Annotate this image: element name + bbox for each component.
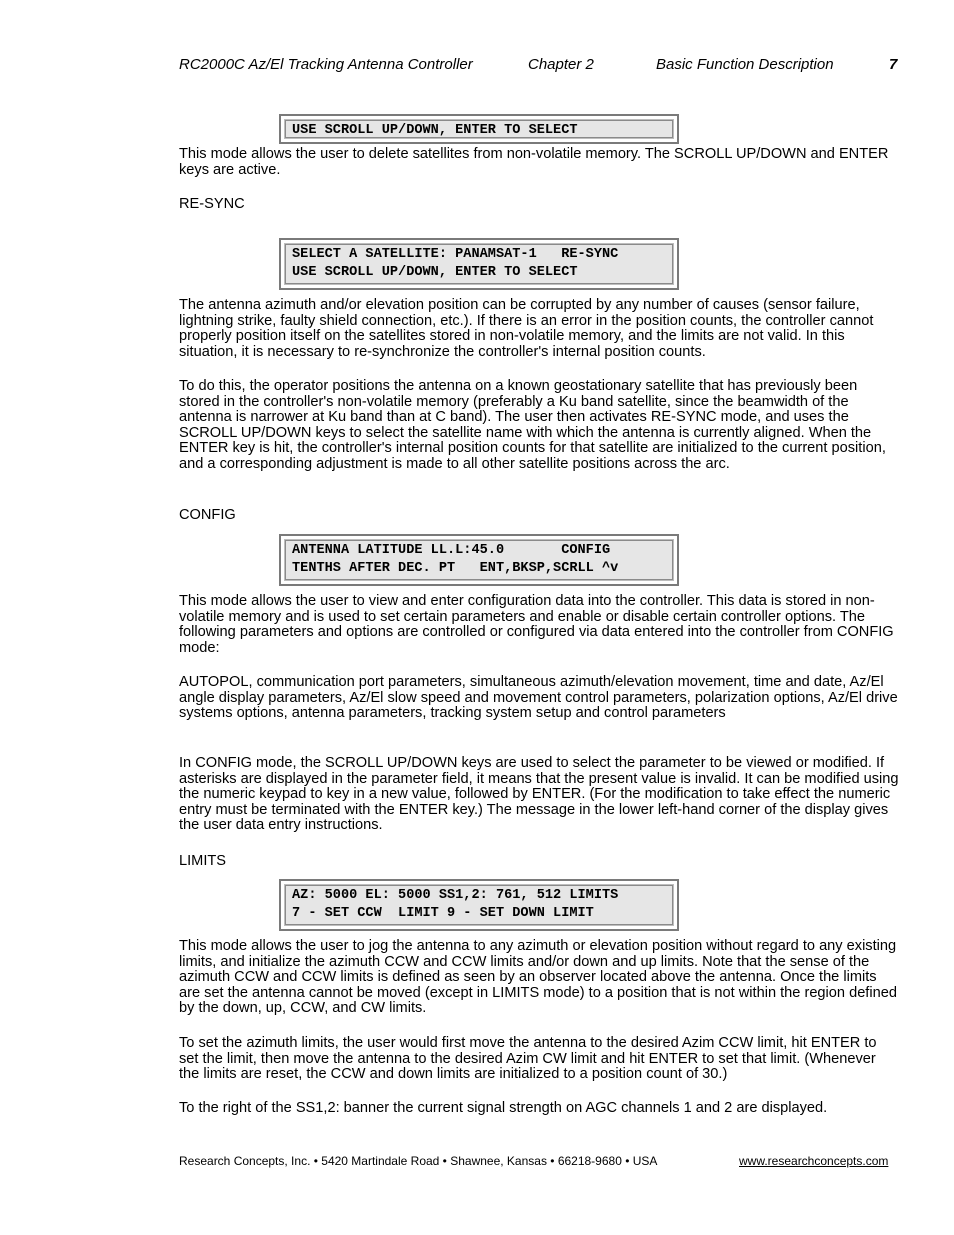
paragraph-limits-3: To the right of the SS1,2: banner the current signal strength on AGC channels 1 and 2 are displayed. xyxy=(179,1100,828,1116)
website-link[interactable]: www.researchconcepts.com xyxy=(739,1154,889,1168)
lcd-display-limits xyxy=(279,879,679,931)
lcd-line-1: USE SCROLL UP/DOWN, ENTER TO SELECT xyxy=(292,123,578,138)
paragraph-resync-1: The antenna azimuth and/or elevation position can be corrupted by any number of causes (sensor failure, lightning strike, faulty shield connection, etc.). If there is an error in the position counts, the controller cannot properly position itself on the satellites stored in non-volatile memory, and the limits are not valid. In this situation, it is necessary to re-synchronize the controller's internal position counts. xyxy=(179,297,874,360)
lcd-display-delete xyxy=(279,114,679,144)
header-product: RC2000C Az/El Tracking Antenna Controller xyxy=(179,56,473,73)
heading-limits: LIMITS xyxy=(179,853,227,869)
lcd-display-resync xyxy=(279,238,679,290)
paragraph-config-3: In CONFIG mode, the SCROLL UP/DOWN keys are used to select the parameter to be viewed or modified. If asterisks are displayed in the parameter field, it means that the present value is invalid. It can be modified using the numeric keypad to key in a new value, followed by ENTER. (For the modification to take effect the numeric entry must be terminated with the ENTER key.) The message in the lower left-hand corner of the display gives the user data entry instructions. xyxy=(179,755,899,834)
header-chapter: Chapter 2 xyxy=(528,56,594,73)
paragraph-config-2: AUTOPOL, communication port parameters, simultaneous azimuth/elevation movement, time and date, Az/El angle display parameters, Az/El slow speed and movement control parameters, polarization options, Az/El drive systems options, antenna parameters, tracking system setup and control parameters xyxy=(179,674,898,722)
heading-resync: RE-SYNC xyxy=(179,196,245,212)
lcd-display-config xyxy=(279,534,679,586)
lcd-line-1: SELECT A SATELLITE: PANAMSAT-1 RE-SYNC xyxy=(292,247,619,262)
footer-website[interactable] xyxy=(739,1154,888,1168)
paragraph-config-1: This mode allows the user to view and enter configuration data into the controller. This data is stored in non-volatile memory and is used to set certain parameters and enable or disable certain controller options. The following parameters and options are controlled or configured via data entered into the controller from CONFIG mode: xyxy=(179,593,894,656)
footer-address: Research Concepts, Inc. • 5420 Martindale Road • Shawnee, Kansas • 66218-9680 • USA xyxy=(179,1154,658,1168)
lcd-line-1: ANTENNA LATITUDE LL.L:45.0 CONFIG xyxy=(292,543,611,558)
paragraph-delete-mode: This mode allows the user to delete satellites from non-volatile memory. The SCROLL UP/DOWN and ENTER keys are active. xyxy=(179,146,889,178)
lcd-line-1: AZ: 5000 EL: 5000 SS1,2: 761, 512 LIMITS xyxy=(292,888,619,903)
paragraph-limits-1: This mode allows the user to jog the antenna to any azimuth or elevation position without regard to any existing limits, and initialize the azimuth CCW and CCW limits and/or down and up limits. Note that the sense of the azimuth CCW and CCW limits is defined as seen by an observer located above the antenna. Once the limits are set the antenna cannot be moved (except in LIMITS mode) to a position that is not within the region defined by the down, up, CCW, and CW limits. xyxy=(179,938,897,1017)
lcd-line-2: 7 - SET CCW LIMIT 9 - SET DOWN LIMIT xyxy=(292,906,594,921)
paragraph-limits-2: To set the azimuth limits, the user would first move the antenna to the desired Azim CCW limit, hit ENTER to set the limit, then move the antenna to the desired Azim CW limit and hit ENTER to set that limit. (Whenever the limits are reset, the CCW and down limits are initialized to a position count of 30.) xyxy=(179,1035,877,1083)
header-section: Basic Function Description xyxy=(656,56,834,73)
paragraph-resync-2: To do this, the operator positions the antenna on a known geostationary satellite that has previously been stored in the controller's non-volatile memory (preferably a Ku band satellite, since the beamwidth of the antenna is narrower at Ku band than at C band). The user then activates RE-SYNC mode, and uses the SCROLL UP/DOWN keys to select the satellite name with which the antenna is currently aligned. When the ENTER key is hit, the controller's internal position counts for that satellite are initialized to the current position, and a corresponding adjustment is made to all other satellite positions across the arc. xyxy=(179,378,886,472)
page-number: 7 xyxy=(889,56,898,73)
lcd-line-2: TENTHS AFTER DEC. PT ENT,BKSP,SCRLL ^v xyxy=(292,561,619,576)
heading-config: CONFIG xyxy=(179,507,236,523)
lcd-line-2: USE SCROLL UP/DOWN, ENTER TO SELECT xyxy=(292,265,578,280)
